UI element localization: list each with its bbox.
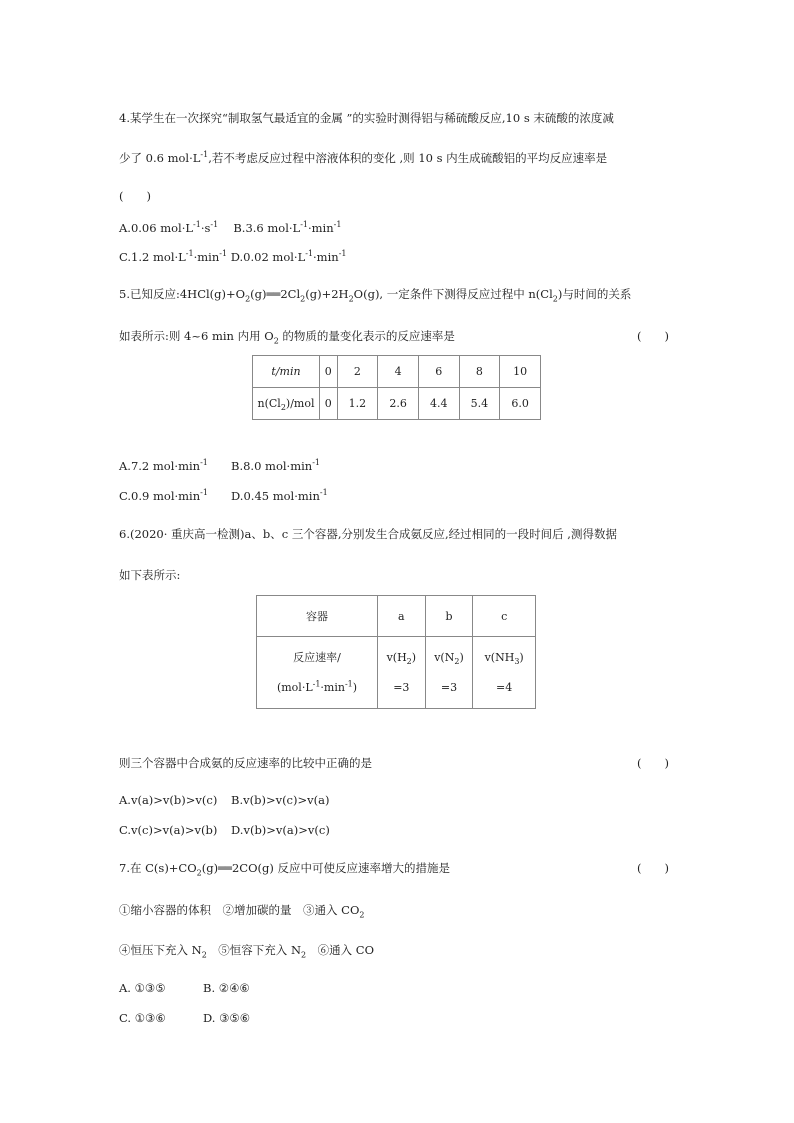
q6-stem-line1: 6.(2020· 重庆高一检测)a、b、c 三个容器,分别发生合成氨反应,经过相同的一段时间后 ,测得数据 [119,527,617,541]
q7-measures-line2: ④恒压下充入 $N_2$ ⑤恒容下充入 $N_2$ ⑥通入 CO [119,943,375,960]
q4-options-cd: C.1.2 $mol\cdot L^{-1}\cdot\min^{-1}$ D.0.02 $mol\cdot L^{-1}\cdot\min^{-1}$ [119,249,347,264]
q5-data-table [252,355,541,420]
table-cell: 容器 [257,596,378,637]
table-cell: 5.4 [459,388,500,420]
table-cell: t/min [253,356,320,388]
table-cell: b [425,596,473,637]
table-cell: 8 [459,356,500,388]
table-cell: 反应速率/ $(mol\cdot L^{-1}\cdot\min^{-1})$ [257,637,378,709]
table-cell: $v(N_2)$ =3 [425,637,473,709]
table-row [257,637,536,709]
table-cell: $v(NH_3)$ =4 [473,637,536,709]
table-cell: 4 [378,356,419,388]
table-cell: 0 [320,388,338,420]
q7-bracket: ( ) [637,861,669,875]
q7-measures-line1: ①缩小容器的体积 ②增加碳的量 ③通入 $CO_2$ [119,903,365,920]
q5-options-ab: A.7.2 $mol\cdot\min^{-1}$ B.8.0 $mol\cdot\min^{-1}$ [119,458,320,473]
q6-question: 则三个容器中合成氨的反应速率的比较中正确的是 [119,756,372,770]
table-cell: $v(H_2)$ =3 [378,637,426,709]
q4-stem-line1: 4.某学生在一次探究“制取氢气最适宜的金属 ”的实验时测得铝与稀硫酸反应,10 s 末硫酸的浓度减 [119,111,614,125]
q6-stem-line2: 如下表所示: [119,568,181,582]
q4-bracket: ( ) [119,189,151,203]
q5-options-cd: C.0.9 $mol\cdot\min^{-1}$ D.0.45 $mol\cdot\min^{-1}$ [119,488,328,503]
q7-options-cd: C. ①③⑥ D. ③⑤⑥ [119,1011,251,1025]
table-row [253,356,541,388]
table-cell: a [378,596,426,637]
q5-stem-line2: 如表所示:则 4~6 min 内用 $O_2$ 的物质的量变化表示的反应速率是 [119,329,455,346]
q5-stem-line1: 5.已知反应$:4HCl(g)+O_2(g)══2Cl_2(g)+2H_2O(g)$, 一定条件下测得反应过程中 $n(Cl_2)$与时间的关系 [119,287,632,304]
q6-bracket: ( ) [637,756,669,770]
q6-options-cd: C.v(c)>v(a)>v(b) D.v(b)>v(a)>v(c) [119,823,330,837]
table-cell: 2.6 [378,388,419,420]
q6-rate-table [256,595,536,709]
q6-options-ab: A.v(a)>v(b)>v(c) B.v(b)>v(c)>v(a) [119,793,330,807]
q5-bracket: ( ) [637,329,669,343]
table-cell: 4.4 [418,388,459,420]
table-row [257,596,536,637]
q4-options-ab: A.0.06 $mol\cdot L^{-1}\cdot s^{-1}$ B.3.6 $mol\cdot L^{-1}\cdot\min^{-1}$ [119,220,342,235]
q7-stem: 7.在 $C(s)+CO_2(g)══2CO(g)$ 反应中可使反应速率增大的措施是 [119,861,450,878]
table-cell: 6 [418,356,459,388]
table-cell: 1.2 [337,388,378,420]
table-cell: $n(Cl_2)$/mol [253,388,320,420]
q4-stem-line2: 少了 0.6 $mol\cdot L^{-1}$,若不考虑反应过程中溶液体积的变化 ,则 10 s 内生成硫酸铝的平均反应速率是 [119,150,608,165]
table-cell: 2 [337,356,378,388]
table-cell: 6.0 [500,388,541,420]
q7-options-ab: A. ①③⑤ B. ②④⑥ [119,981,250,995]
table-row [253,388,541,420]
table-cell: 10 [500,356,541,388]
table-cell: c [473,596,536,637]
table-cell: 0 [320,356,338,388]
